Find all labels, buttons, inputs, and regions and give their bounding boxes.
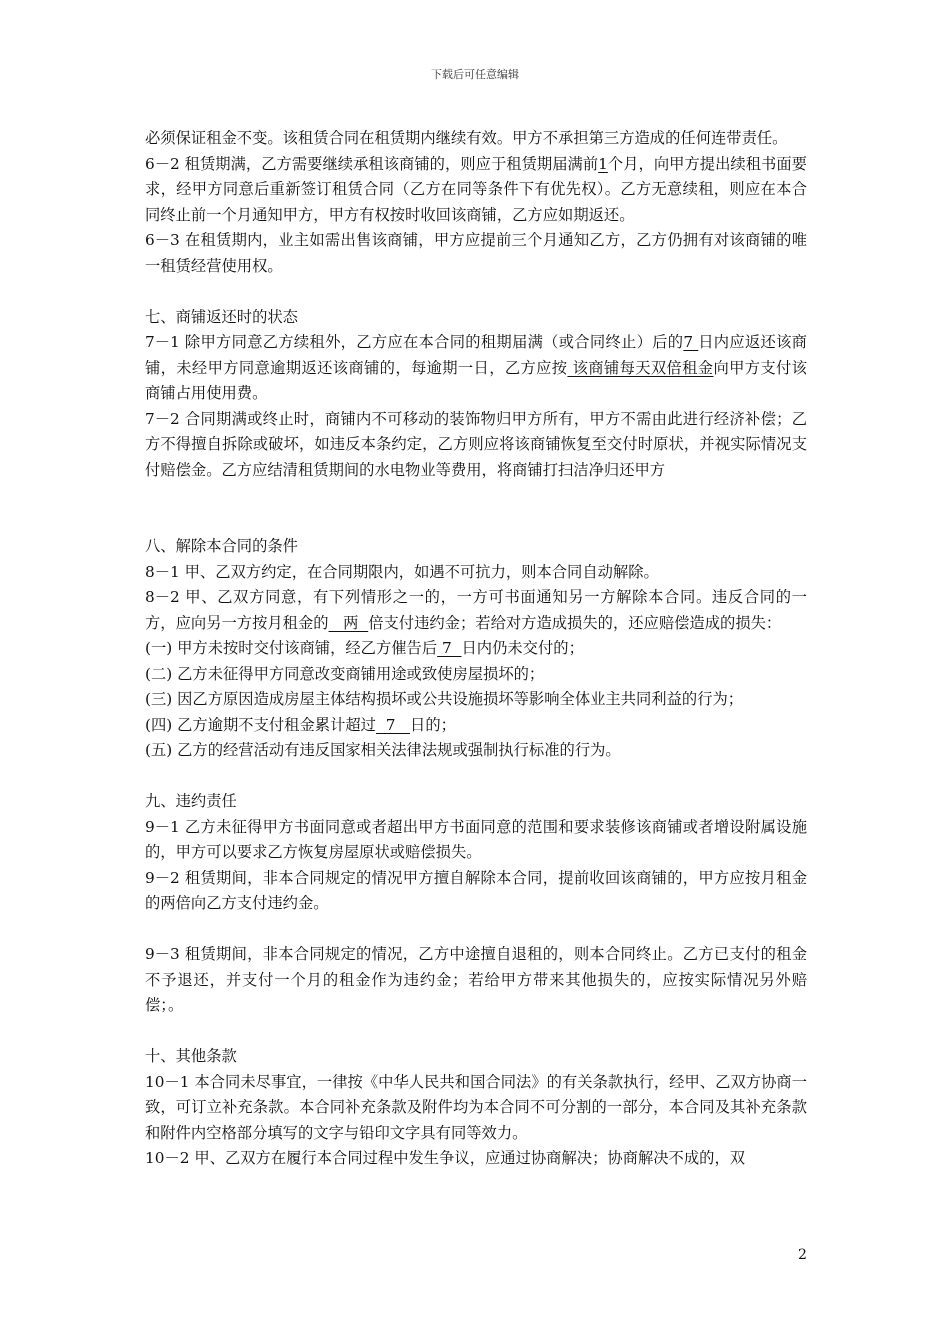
document-body bbox=[145, 126, 807, 1172]
blank-days: 7 bbox=[375, 715, 411, 734]
section-9-title: 九、违约责任 bbox=[145, 792, 237, 810]
page-header: 下载后可任意编辑 bbox=[431, 68, 519, 81]
paragraph-9-2: 9－2 租赁期间，非本合同规定的情况甲方擅自解除本合同，提前收回该商铺的，甲方应按月租金的两倍向乙方支付违约金。 bbox=[145, 868, 807, 912]
paragraph-6-3: 6－3 在租赁期内，业主如需出售该商铺，甲方应提前三个月通知乙方，乙方仍拥有对该商铺的唯一租赁经营使用权。 bbox=[145, 231, 807, 275]
list-item-1 bbox=[145, 636, 807, 662]
paragraph-10-2: 10－2 甲、乙双方在履行本合同过程中发生争议，应通过协商解决；协商解决不成的，双 bbox=[145, 1149, 746, 1167]
text-run: 6－2 租赁期满，乙方需要继续承租该商铺的，则应于租赁期届满前 bbox=[145, 154, 599, 173]
blank-months: 1 bbox=[598, 154, 608, 173]
blank-days: 7 bbox=[437, 639, 462, 657]
page-number: 2 bbox=[798, 1247, 807, 1263]
list-item-5: (五) 乙方的经营活动有违反国家相关法律法规或强制执行标准的行为。 bbox=[145, 741, 621, 759]
paragraph-6-1-cont: 必须保证租金不变。该租赁合同在租赁期内继续有效。甲方不承担第三方造成的任何连带责任。 bbox=[145, 129, 788, 147]
paragraph-7-2: 7－2 合同期满或终止时，商铺内不可移动的装饰物归甲方所有，甲方不需由此进行经济补偿；乙方不得擅自拆除或破坏，如违反本条约定，乙方则应将该商铺恢复至交付时原状，并视实际情况支付赔偿金。乙方应结清租赁期间的水电物业等费用，将商铺打扫洁净归还甲方 bbox=[145, 409, 807, 479]
paragraph-8-1: 8－1 甲、乙双方约定，在合同期限内，如遇不可抗力，则本合同自动解除。 bbox=[145, 562, 659, 581]
text-run: (四) 乙方逾期不支付租金累计超过 bbox=[145, 715, 376, 734]
paragraph-10-1: 10－1 本合同未尽事宜，一律按《中华人民共和国合同法》的有关条款执行，经甲、乙双方协商一致，可订立补充条款。本合同补充条款及附件均为本合同不可分割的一部分，本合同及其补充条款和附件内空格部分填写的文字与铅印文字具有同等效力。 bbox=[145, 1072, 807, 1142]
section-7-title: 七、商铺返还时的状态 bbox=[145, 307, 298, 326]
paragraph-7-1 bbox=[145, 330, 807, 407]
text-run: 倍支付违约金；若给对方造成损失的，还应赔偿造成的损失： bbox=[368, 613, 782, 632]
blank-fee: 该商铺每天双倍租金 bbox=[567, 358, 714, 377]
text-run: 个月，向甲方提出续租书面要求，经甲方同意后重新签订租赁合同（乙方在同等条件下有优先权）。乙方无意续租，则应在本合同终止前一个月通知甲方，甲方有权按时收回该商铺，乙方应如期返还。 bbox=[145, 154, 807, 224]
list-item-4 bbox=[145, 713, 807, 739]
paragraph-8-2 bbox=[145, 585, 807, 636]
section-10-title: 十、其他条款 bbox=[145, 1047, 237, 1065]
section-8-title: 八、解除本合同的条件 bbox=[145, 537, 298, 555]
text-run: 日的； bbox=[410, 715, 456, 734]
text-run: (一) 甲方未按时交付该商铺，经乙方催告后 bbox=[145, 639, 438, 657]
blank-multiple: 两 bbox=[328, 613, 369, 632]
text-run: 8－2 甲、乙双方同意，有下列情形之一的，一方可书面通知另一方解除本合同。违反合同的一方，应向另一方按月租金的 bbox=[145, 588, 807, 632]
blank-days: 7 bbox=[683, 333, 699, 351]
paragraph-9-3: 9－3 租赁期间，非本合同规定的情况，乙方中途擅自退租的，则本合同终止。乙方已支付的租金不予退还，并支付一个月的租金作为违约金；若给甲方带来其他损失的，应按实际情况另外赔偿；。 bbox=[145, 945, 807, 1014]
list-item-2: (二) 乙方未征得甲方同意改变商铺用途或致使房屋损坏的； bbox=[145, 664, 545, 683]
text-run: 日内应返还该商铺，未经甲方同意逾期返还该商铺的，每逾期一日，乙方应按 bbox=[145, 333, 807, 377]
paragraph-6-2 bbox=[145, 152, 807, 229]
text-run: 向甲方支付该商铺占用使用费。 bbox=[145, 358, 807, 402]
list-item-3: (三) 因乙方原因造成房屋主体结构损坏或公共设施损坏等影响全体业主共同利益的行为； bbox=[145, 690, 744, 708]
text-run: 日内仍未交付的； bbox=[461, 639, 584, 657]
paragraph-9-1: 9－1 乙方未征得甲方书面同意或者超出甲方书面同意的范围和要求装修该商铺或者增设附属设施的，甲方可以要求乙方恢复房屋原状或赔偿损失。 bbox=[145, 817, 807, 861]
text-run: 7－1 除甲方同意乙方续租外，乙方应在本合同的租期届满（或合同终止）后的 bbox=[145, 333, 684, 351]
